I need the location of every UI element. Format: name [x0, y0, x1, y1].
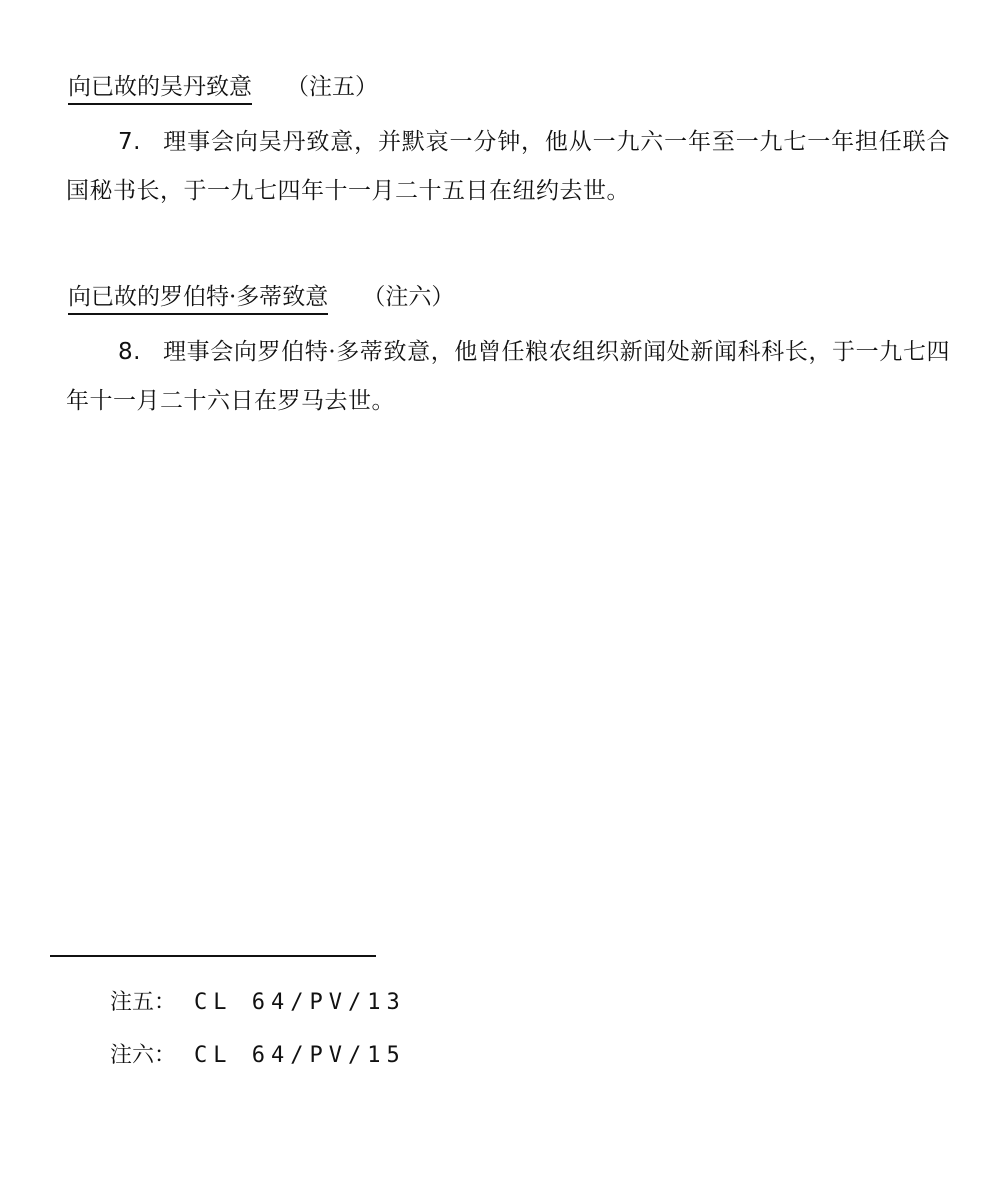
footnote-item: [110, 988, 406, 1018]
footnote-divider: [50, 955, 376, 957]
section-heading-title: 向已故的罗伯特·多蒂致意: [68, 284, 328, 315]
paragraph-text: 理事会向罗伯特·多蒂致意，他曾任粮农组织新闻处新闻科科长，于一九七四年十一月二十六日在罗马去世。: [66, 339, 950, 414]
footnote-document-ref: CL 64/PV/15: [194, 1043, 406, 1068]
footnote-reference: （注六）: [362, 284, 455, 310]
paragraph-number: 8.: [118, 339, 141, 365]
footnote-document-ref: CL 64/PV/13: [194, 990, 406, 1015]
paragraph-number: 7.: [118, 129, 141, 155]
section-heading-1: [68, 72, 378, 102]
section-heading-2: [68, 282, 454, 312]
footnote-item: [110, 1041, 406, 1071]
footnote-label: 注五：: [110, 990, 177, 1015]
section-heading-title: 向已故的吴丹致意: [68, 74, 252, 105]
footnote-label: 注六：: [110, 1043, 177, 1068]
paragraph-text: 理事会向吴丹致意，并默哀一分钟，他从一九六一年至一九七一年担任联合国秘书长，于一九七四年十一月二十五日在纽约去世。: [66, 129, 950, 204]
footnote-reference: （注五）: [286, 74, 378, 100]
paragraph-7: [66, 118, 950, 216]
paragraph-8: [66, 328, 950, 426]
